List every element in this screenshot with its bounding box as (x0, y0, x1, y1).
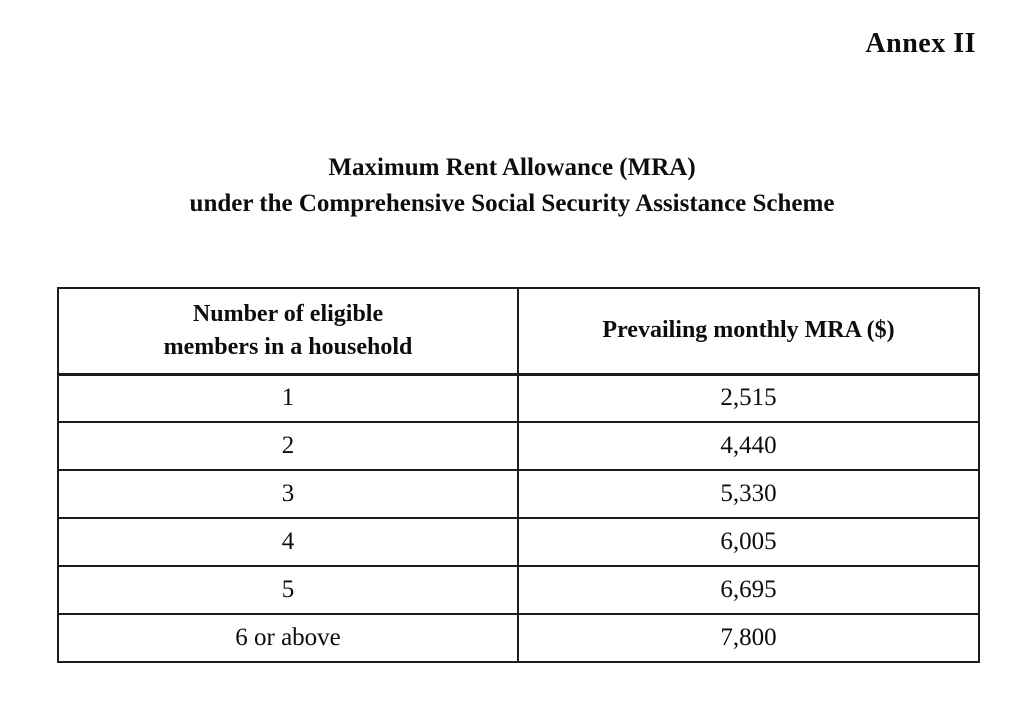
cell-members: 6 or above (58, 614, 518, 662)
cell-members: 1 (58, 374, 518, 422)
mra-table (57, 287, 980, 663)
cell-mra: 4,440 (518, 422, 979, 470)
annex-label: Annex II (865, 28, 976, 59)
header-cell-mra: Prevailing monthly MRA ($) (518, 288, 979, 374)
page-title (0, 150, 1024, 222)
page-title-line2: under the Comprehensive Social Security Assistance Scheme (189, 190, 835, 217)
header-cell-members (58, 288, 518, 374)
cell-mra: 6,695 (518, 566, 979, 614)
cell-members: 4 (58, 518, 518, 566)
cell-mra: 2,515 (518, 374, 979, 422)
cell-members: 5 (58, 566, 518, 614)
page-title-line1: Maximum Rent Allowance (MRA) (328, 154, 696, 181)
cell-mra: 6,005 (518, 518, 979, 566)
table-header-row (58, 288, 979, 374)
table-row (58, 518, 979, 566)
table-row (58, 374, 979, 422)
cell-members: 2 (58, 422, 518, 470)
table-row (58, 614, 979, 662)
header-members-line1: Number of eligible (192, 300, 384, 327)
cell-members: 3 (58, 470, 518, 518)
cell-mra: 5,330 (518, 470, 979, 518)
table-row (58, 422, 979, 470)
header-members-line2: members in a household (163, 333, 413, 360)
table-row (58, 566, 979, 614)
table-row (58, 470, 979, 518)
cell-mra: 7,800 (518, 614, 979, 662)
